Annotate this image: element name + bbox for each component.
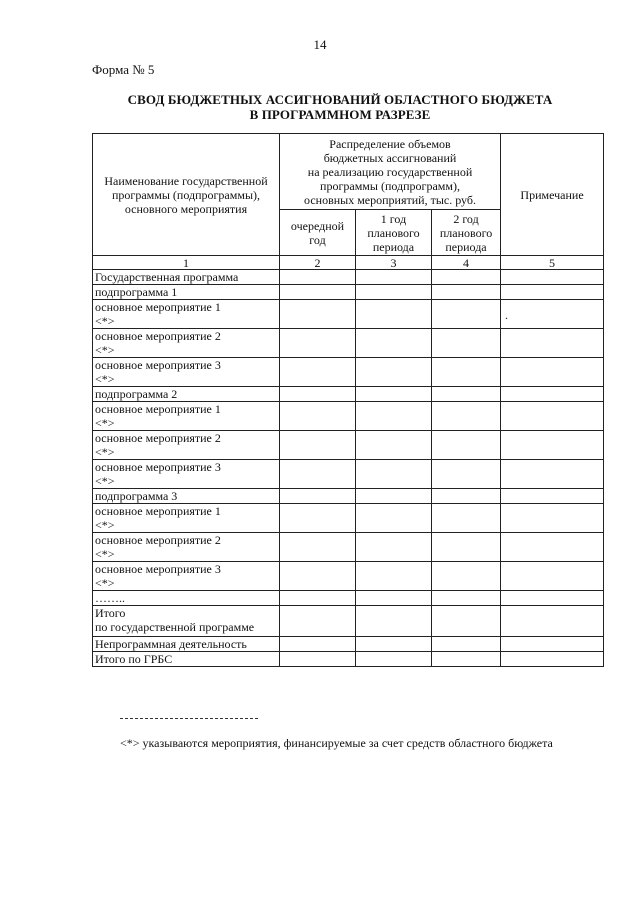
table-row <box>93 489 604 504</box>
row-label <box>93 270 280 285</box>
table-row <box>93 387 604 402</box>
current-year-header: очередной год <box>280 210 356 256</box>
row-label-line: <*> <box>95 416 115 430</box>
empty-cell[interactable] <box>280 460 356 489</box>
empty-cell[interactable] <box>432 402 501 431</box>
table-row <box>93 358 604 387</box>
row-label <box>93 358 280 387</box>
table-row <box>93 285 604 300</box>
empty-cell[interactable] <box>356 329 432 358</box>
empty-cell[interactable] <box>280 431 356 460</box>
title-line-1: СВОД БЮДЖЕТНЫХ АССИГНОВАНИЙ ОБЛАСТНОГО БЮДЖЕТА <box>127 92 553 107</box>
row-label-line: основное мероприятие 1 <box>95 504 221 518</box>
row-label-line: подпрограмма 2 <box>95 387 178 401</box>
row-label-line: основное мероприятие 1 <box>95 300 221 314</box>
row-label-line: Непрограммная деятельность <box>95 637 247 651</box>
row-label <box>93 300 280 329</box>
empty-cell[interactable] <box>356 402 432 431</box>
table-row <box>93 329 604 358</box>
empty-cell[interactable] <box>432 285 501 300</box>
row-label-line: Итого <box>95 606 126 620</box>
table-row <box>93 504 604 533</box>
row-label-line: <*> <box>95 445 115 459</box>
empty-cell[interactable] <box>356 533 432 562</box>
table-row <box>93 270 604 285</box>
empty-cell[interactable] <box>280 562 356 591</box>
row-label <box>93 402 280 431</box>
empty-cell[interactable] <box>356 270 432 285</box>
row-label <box>93 329 280 358</box>
row-label-line: основное мероприятие 2 <box>95 533 221 547</box>
empty-cell[interactable] <box>432 489 501 504</box>
empty-cell[interactable] <box>432 504 501 533</box>
empty-cell[interactable] <box>356 606 432 637</box>
empty-cell[interactable] <box>280 504 356 533</box>
empty-cell[interactable] <box>356 591 432 606</box>
row-label-line: основное мероприятие 2 <box>95 329 221 343</box>
table-row <box>93 606 604 637</box>
empty-cell[interactable] <box>501 504 604 533</box>
empty-cell[interactable] <box>356 285 432 300</box>
row-label-line: основное мероприятие 1 <box>95 402 221 416</box>
empty-cell[interactable] <box>501 329 604 358</box>
empty-cell[interactable] <box>356 387 432 402</box>
row-label-line: <*> <box>95 343 115 357</box>
empty-cell[interactable] <box>356 358 432 387</box>
empty-cell[interactable] <box>501 562 604 591</box>
empty-cell[interactable] <box>501 533 604 562</box>
empty-cell[interactable] <box>501 431 604 460</box>
empty-cell[interactable] <box>501 637 604 652</box>
empty-cell[interactable] <box>501 591 604 606</box>
row-label-line: <*> <box>95 518 115 532</box>
budget-table <box>92 133 604 667</box>
page-number: 14 <box>313 37 327 52</box>
table-row <box>93 300 604 329</box>
empty-cell[interactable] <box>432 637 501 652</box>
row-label <box>93 504 280 533</box>
empty-cell[interactable] <box>432 533 501 562</box>
row-label <box>93 387 280 402</box>
empty-cell[interactable] <box>432 431 501 460</box>
empty-cell[interactable] <box>432 300 501 329</box>
empty-cell[interactable] <box>280 533 356 562</box>
row-label-line: <*> <box>95 474 115 488</box>
empty-cell[interactable] <box>280 652 356 667</box>
stray-mark: . <box>505 308 508 322</box>
distribution-header: Распределение объемов бюджетных ассигнований на реализацию государственной программы (подпрограмм), основных мероприятий, тыс. руб. <box>280 134 501 210</box>
row-label-line: <*> <box>95 576 115 590</box>
footnote-rule <box>120 718 258 719</box>
empty-cell[interactable] <box>501 358 604 387</box>
empty-cell[interactable] <box>432 460 501 489</box>
empty-cell[interactable] <box>280 402 356 431</box>
table-row <box>93 637 604 652</box>
empty-cell[interactable] <box>280 387 356 402</box>
table-row <box>93 533 604 562</box>
document-title <box>60 92 620 122</box>
row-label-line: <*> <box>95 547 115 561</box>
empty-cell[interactable] <box>280 300 356 329</box>
empty-cell[interactable] <box>356 652 432 667</box>
table-row <box>93 460 604 489</box>
row-label-line: подпрограмма 3 <box>95 489 178 503</box>
column-number-row <box>93 256 604 270</box>
row-label <box>93 562 280 591</box>
empty-cell[interactable] <box>356 489 432 504</box>
table-row <box>93 652 604 667</box>
empty-cell[interactable] <box>501 387 604 402</box>
row-label <box>93 431 280 460</box>
empty-cell[interactable] <box>432 562 501 591</box>
row-label <box>93 591 280 606</box>
column-number: 2 <box>280 256 356 270</box>
empty-cell[interactable] <box>280 358 356 387</box>
row-label <box>93 460 280 489</box>
row-label-line: Итого по ГРБС <box>95 652 173 666</box>
table-row <box>93 562 604 591</box>
empty-cell[interactable] <box>432 329 501 358</box>
row-label-line: <*> <box>95 372 115 386</box>
empty-cell[interactable] <box>356 431 432 460</box>
plan-year-2-header: 2 год планового периода <box>432 210 501 256</box>
empty-cell[interactable] <box>356 637 432 652</box>
row-label-line: основное мероприятие 3 <box>95 460 221 474</box>
row-label <box>93 533 280 562</box>
empty-cell[interactable] <box>280 637 356 652</box>
empty-cell[interactable] <box>356 300 432 329</box>
row-label-line: подпрограмма 1 <box>95 285 178 299</box>
row-label-line: основное мероприятие 3 <box>95 358 221 372</box>
empty-cell[interactable] <box>280 270 356 285</box>
title-line-2: В ПРОГРАММНОМ РАЗРЕЗЕ <box>249 107 431 122</box>
column-number: 3 <box>356 256 432 270</box>
empty-cell[interactable] <box>432 591 501 606</box>
empty-cell[interactable] <box>501 270 604 285</box>
table-row <box>93 402 604 431</box>
empty-cell[interactable] <box>280 489 356 504</box>
form-label: Форма № 5 <box>92 62 155 77</box>
empty-cell[interactable] <box>432 270 501 285</box>
empty-cell[interactable] <box>280 285 356 300</box>
empty-cell[interactable] <box>280 606 356 637</box>
row-label-line: Государственная программа <box>95 270 239 284</box>
empty-cell[interactable] <box>432 652 501 667</box>
empty-cell[interactable] <box>501 489 604 504</box>
empty-cell[interactable] <box>356 504 432 533</box>
column-number: 4 <box>432 256 501 270</box>
empty-cell[interactable] <box>432 358 501 387</box>
empty-cell[interactable] <box>501 300 604 329</box>
row-label <box>93 637 280 652</box>
row-label-line: основное мероприятие 3 <box>95 562 221 576</box>
empty-cell[interactable] <box>280 329 356 358</box>
note-header: Примечание <box>501 134 604 256</box>
column-number: 1 <box>93 256 280 270</box>
footnote: <*> указываются мероприятия, финансируемые за счет средств областного бюджета <box>120 736 553 750</box>
row-label-line: <*> <box>95 314 115 328</box>
row-label <box>93 652 280 667</box>
row-label <box>93 285 280 300</box>
empty-cell[interactable] <box>501 402 604 431</box>
table-row <box>93 591 604 606</box>
empty-cell[interactable] <box>356 460 432 489</box>
empty-cell[interactable] <box>501 606 604 637</box>
empty-cell[interactable] <box>501 652 604 667</box>
row-label <box>93 489 280 504</box>
plan-year-1-header: 1 год планового периода <box>356 210 432 256</box>
col-name-header: Наименование государственной программы (подпрограммы), основного мероприятия <box>93 134 280 256</box>
empty-cell[interactable] <box>356 562 432 591</box>
row-label-line: по государственной программе <box>95 620 255 634</box>
table-row <box>93 431 604 460</box>
empty-cell[interactable] <box>432 387 501 402</box>
row-label <box>93 606 280 637</box>
empty-cell[interactable] <box>432 606 501 637</box>
column-number: 5 <box>501 256 604 270</box>
empty-cell[interactable] <box>501 460 604 489</box>
row-label-line: основное мероприятие 2 <box>95 431 221 445</box>
row-label-line: …….. <box>95 591 125 605</box>
empty-cell[interactable] <box>501 285 604 300</box>
empty-cell[interactable] <box>280 591 356 606</box>
